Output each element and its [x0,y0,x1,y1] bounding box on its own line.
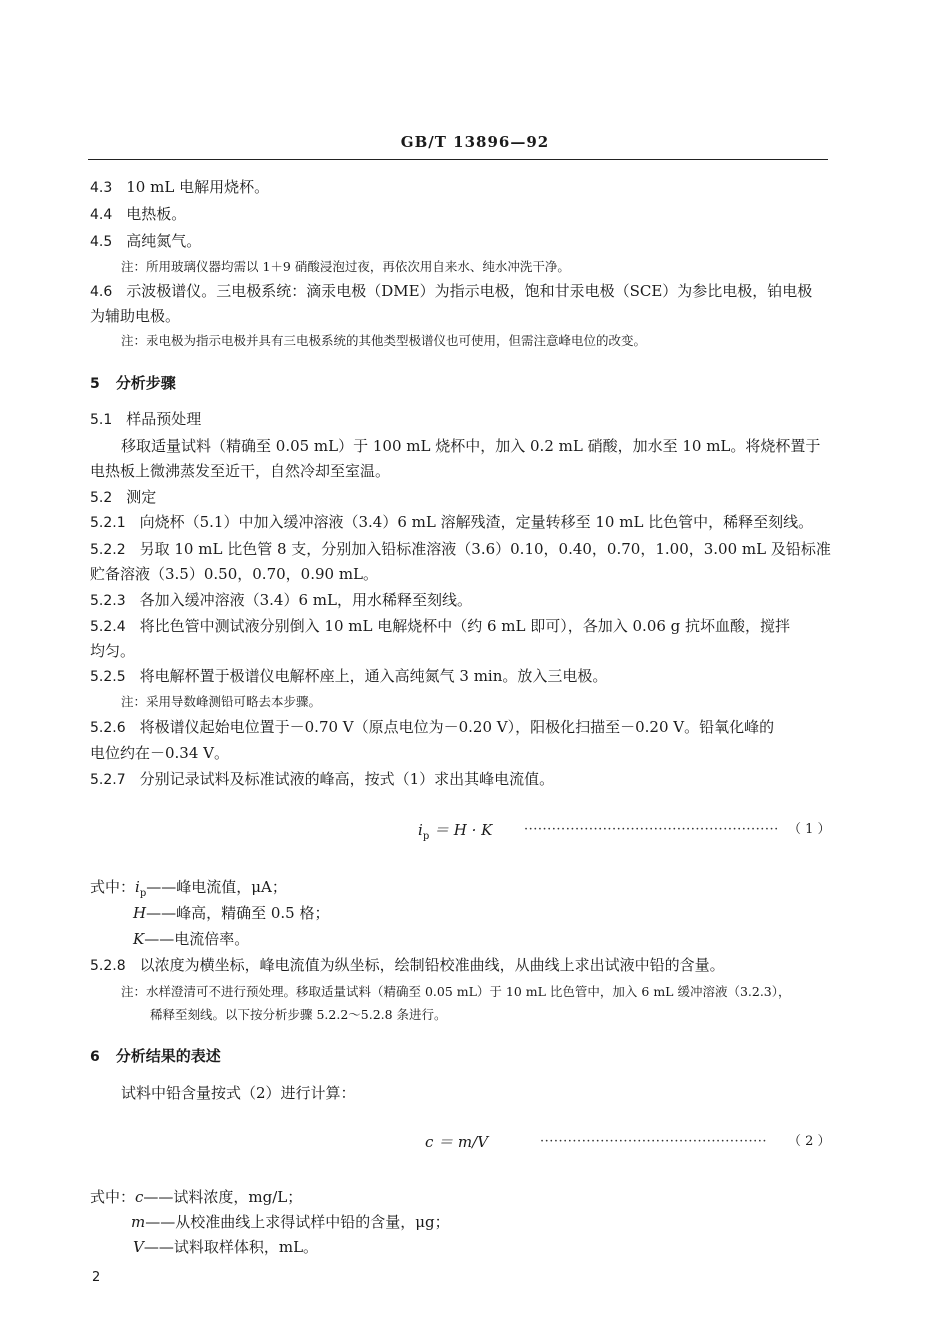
equation-2-leader: ················································· [540,1134,767,1149]
item-text: 另取 10 mL 比色管 8 支，分别加入铅标准溶液（3.6）0.10，0.40，0.70，1.00，3.00 mL 及铅标准 [139,540,831,558]
item-number: 5.2.8 [90,958,126,974]
section-6-heading [90,1045,221,1068]
item-5-2-4 [90,615,790,638]
equation-1-number: （ 1 ） [788,822,831,837]
var-symbol: c [135,1188,144,1206]
item-number: 5.2.1 [90,515,126,531]
header-rule [88,159,828,160]
item-4-6-cont: 为辅助电极。 [90,307,181,325]
item-text: 电热板。 [126,205,187,223]
item-text: 各加入缓冲溶液（3.4）6 mL，用水稀释至刻线。 [139,591,472,609]
var-desc: ——试料浓度，mg/L； [143,1188,303,1206]
where-1-line2 [133,902,330,924]
var-symbol: H [133,904,147,922]
item-5-2 [90,486,156,509]
item-5-2-7 [90,768,554,791]
note-glassware: 注：所用玻璃仪器均需以 1＋9 硝酸浸泡过夜，再依次用自来水、纯水冲洗干净。 [121,259,570,274]
var-symbol: i [135,878,140,896]
section-5-heading [90,372,176,395]
item-number: 4.6 [90,284,113,300]
var-symbol: K [133,930,145,948]
item-5-2-1 [90,511,813,534]
item-text: 10 mL 电解用烧杯。 [126,178,270,196]
item-4-5 [90,230,201,253]
item-number: 5.1 [90,412,113,428]
para-5-1-line1: 移取适量试料（精确至 0.05 mL）于 100 mL 烧杯中，加入 0.2 mL 硝酸，加水至 10 mL。将烧杯置于 [121,437,821,455]
item-number: 4.3 [90,180,113,196]
item-4-3 [90,176,269,199]
section-number: 5 [90,376,100,392]
item-text: 将电解杯置于极谱仪电解杯座上，通入高纯氮气 3 min。放入三电极。 [139,667,608,685]
equation-2-number: （ 2 ） [788,1134,831,1149]
var-desc: ——峰电流值，μA； [146,878,287,896]
item-number: 5.2.4 [90,619,126,635]
item-4-6 [90,280,812,303]
eq-rhs: ＝ H · K [434,821,493,839]
equation-1 [418,819,492,848]
item-4-4 [90,203,186,226]
page-number: 2 [92,1270,101,1285]
note-clear-sample-line1: 注：水样澄清可不进行预处理。移取适量试料（精确至 0.05 mL）于 10 mL 比色管中，加入 6 mL 缓冲溶液（3.2.3）， [121,984,791,999]
var-desc: ——电流倍率。 [144,930,250,948]
section-title: 分析步骤 [115,374,176,392]
equation-2: c ＝ m/V [425,1133,489,1151]
item-5-2-8 [90,954,725,977]
var-symbol: m [131,1213,146,1231]
var-desc: ——峰高，精确至 0.5 格； [146,904,330,922]
item-text: 将比色管中测试液分别倒入 10 mL 电解烧杯中（约 6 mL 即可），各加入 0.06 g 抗坏血酸，搅拌 [139,617,791,635]
where-lead: 式中： [90,878,136,896]
where-lead: 式中： [90,1188,136,1206]
var-subscript: p [139,888,147,899]
item-number: 4.5 [90,234,113,250]
para-5-1-line2: 电热板上微沸蒸发至近干，自然冷却至室温。 [90,462,391,480]
item-number: 5.2.5 [90,669,126,685]
item-number: 5.2.2 [90,542,126,558]
item-5-2-2-cont: 贮备溶液（3.5）0.50，0.70，0.90 mL。 [90,565,379,583]
var-desc: ——试料取样体积，mL。 [143,1238,319,1256]
item-5-2-2 [90,538,831,561]
item-text: 示波极谱仪。三电极系统：滴汞电极（DME）为指示电极，饱和甘汞电极（SCE）为参比电极，铂电极 [126,282,813,300]
item-text: 样品预处理 [126,410,202,428]
item-number: 5.2.6 [90,720,126,736]
item-text: 以浓度为横坐标，峰电流值为纵坐标，绘制铅校准曲线，从曲线上求出试液中铅的含量。 [139,956,725,974]
item-text: 分别记录试料及标准试液的峰高，按式（1）求出其峰电流值。 [139,770,555,788]
item-5-2-6-cont: 电位约在－0.34 V。 [90,744,229,762]
eq-symbol: i [418,821,423,839]
where-2-line2 [131,1211,450,1233]
var-symbol: V [133,1238,144,1256]
item-number: 5.2.3 [90,593,126,609]
section-title: 分析结果的表述 [115,1047,221,1065]
where-1-line1 [90,876,287,905]
item-number: 5.2 [90,490,113,506]
eq-subscript: p [422,831,430,842]
item-number: 4.4 [90,207,113,223]
item-5-1 [90,408,201,431]
where-2-line3 [133,1236,318,1258]
item-5-2-4-cont: 均匀。 [90,642,136,660]
item-number: 5.2.7 [90,772,126,788]
para-6: 试料中铅含量按式（2）进行计算： [121,1084,356,1102]
note-clear-sample-line2: 稀释至刻线。以下按分析步骤 5.2.2～5.2.8 条进行。 [150,1007,447,1022]
item-text: 高纯氮气。 [126,232,202,250]
item-5-2-5 [90,665,607,688]
note-electrode: 注：汞电极为指示电极并具有三电极系统的其他类型极谱仪也可使用，但需注意峰电位的改变。 [121,333,647,348]
note-derivative: 注：采用导数峰测铅可略去本步骤。 [121,694,322,709]
var-desc: ——从校准曲线上求得试样中铅的含量，μg； [145,1213,450,1231]
item-text: 将极谱仪起始电位置于－0.70 V（原点电位为－0.20 V），阳极化扫描至－0.20 V。铅氧化峰的 [139,718,775,736]
where-1-line3 [133,928,249,950]
standard-header: GB/T 13896—92 [400,133,550,151]
section-number: 6 [90,1049,100,1065]
where-2-line1 [90,1186,302,1208]
item-5-2-6 [90,716,774,739]
item-text: 向烧杯（5.1）中加入缓冲溶液（3.4）6 mL 溶解残渣，定量转移至 10 mL 比色管中，稀释至刻线。 [139,513,814,531]
item-text: 测定 [126,488,157,506]
equation-1-leader: ······················································· [524,822,779,837]
item-5-2-3 [90,589,472,612]
